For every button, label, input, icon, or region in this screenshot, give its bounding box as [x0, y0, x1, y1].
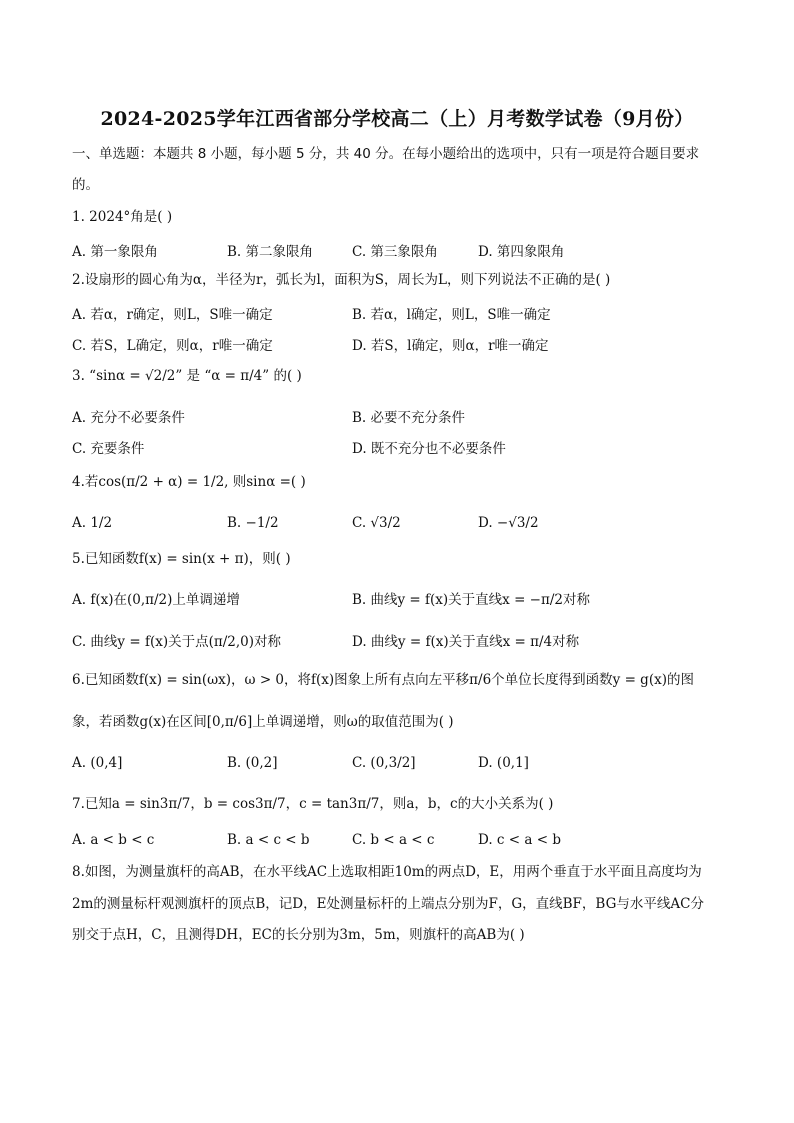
question-2-options-row-2: [72, 334, 752, 354]
question-4-stem: 4.若cos(π/2 + α) = 1/2, 则sinα =( ): [72, 474, 306, 490]
question-6-option-a: A. (0,4]: [72, 755, 123, 771]
question-2-option-c: C. 若S，L确定，则α，r唯一确定: [72, 338, 273, 354]
question-5-options-row-2: [72, 630, 752, 650]
question-5-option-c: C. 曲线y = f(x)关于点(π/2,0)对称: [72, 634, 282, 650]
question-1-stem: 1. 2024°角是( ): [72, 209, 173, 225]
question-3-option-a: A. 充分不必要条件: [72, 410, 185, 426]
question-5-option-a: A. f(x)在(0,π/2)上单调递增: [72, 592, 240, 608]
question-2-stem: 2.设扇形的圆心角为α，半径为r，弧长为l，面积为S，周长为L，则下列说法不正确的是( ): [72, 272, 611, 288]
question-1-options: [72, 240, 752, 260]
question-2-options-row-1: [72, 303, 752, 323]
question-7-options: [72, 832, 752, 852]
question-7-option-b: B. a < c < b: [227, 832, 310, 848]
question-1-option-c: C. 第三象限角: [352, 244, 438, 260]
question-4-option-d: D. −√3/2: [478, 515, 539, 531]
question-6-options: [72, 755, 752, 775]
question-6-option-d: D. (0,1]: [478, 755, 529, 771]
question-8-stem-line-2: 2m的测量标杆观测旗杆的顶点B，记D，E处测量标杆的上端点分别为F，G，直线BF，BG与水平线AC分: [72, 896, 704, 912]
question-4-option-a: A. 1/2: [72, 515, 113, 531]
question-1-option-a: A. 第一象限角: [72, 244, 158, 260]
question-8-stem-line-1: 8.如图，为测量旗杆的高AB，在水平线AC上选取相距10m的两点D，E，用两个垂直于水平面且高度均为: [72, 864, 702, 880]
question-7-option-d: D. c < a < b: [478, 832, 561, 848]
section-header-line-2: 的。: [72, 177, 99, 193]
question-2-option-d: D. 若S，l确定，则α，r唯一确定: [352, 338, 549, 354]
question-3-options-row-1: [72, 406, 752, 426]
question-4-option-c: C. √3/2: [352, 515, 401, 531]
question-6-option-b: B. (0,2]: [227, 755, 278, 771]
question-7-option-c: C. b < a < c: [352, 832, 435, 848]
question-5-option-d: D. 曲线y = f(x)关于直线x = π/4对称: [352, 634, 580, 650]
question-3-option-b: B. 必要不充分条件: [352, 410, 466, 426]
question-4-options: [72, 515, 752, 535]
question-2-option-a: A. 若α，r确定，则L，S唯一确定: [72, 307, 273, 323]
section-header-line-1: 一、单选题：本题共 8 小题，每小题 5 分，共 40 分。在每小题给出的选项中，只有一项是符合题目要求: [72, 146, 700, 162]
question-8-stem-line-3: 别交于点H，C，且测得DH，EC的长分别为3m，5m，则旗杆的高AB为( ): [72, 927, 525, 943]
question-1-option-b: B. 第二象限角: [227, 244, 314, 260]
question-5-stem: 5.已知函数f(x) = sin(x + π)，则( ): [72, 551, 291, 567]
question-7-option-a: A. a < b < c: [72, 832, 155, 848]
exam-title: 2024-2025学年江西省部分学校高二（上）月考数学试卷（9月份）: [100, 108, 694, 130]
question-3-stem: 3. “sinα = √2/2” 是 “α = π/4” 的( ): [72, 368, 302, 384]
question-3-option-d: D. 既不充分也不必要条件: [352, 441, 506, 457]
question-6-stem-line-2: 象，若函数g(x)在区间[0,π/6]上单调递增，则ω的取值范围为( ): [72, 714, 454, 730]
question-6-stem-line-1: 6.已知函数f(x) = sin(ωx)，ω > 0，将f(x)图象上所有点向左平移π/6个单位长度得到函数y = g(x)的图: [72, 672, 694, 688]
question-5-options-row-1: [72, 588, 752, 608]
question-2-option-b: B. 若α，l确定，则L，S唯一确定: [352, 307, 551, 323]
question-5-option-b: B. 曲线y = f(x)关于直线x = −π/2对称: [352, 592, 590, 608]
question-3-options-row-2: [72, 437, 752, 457]
question-6-option-c: C. (0,3/2]: [352, 755, 416, 771]
question-3-option-c: C. 充要条件: [72, 441, 145, 457]
question-1-option-d: D. 第四象限角: [478, 244, 565, 260]
question-4-option-b: B. −1/2: [227, 515, 279, 531]
question-7-stem: 7.已知a = sin3π/7，b = cos3π/7，c = tan3π/7，则a，b，c的大小关系为( ): [72, 796, 554, 812]
